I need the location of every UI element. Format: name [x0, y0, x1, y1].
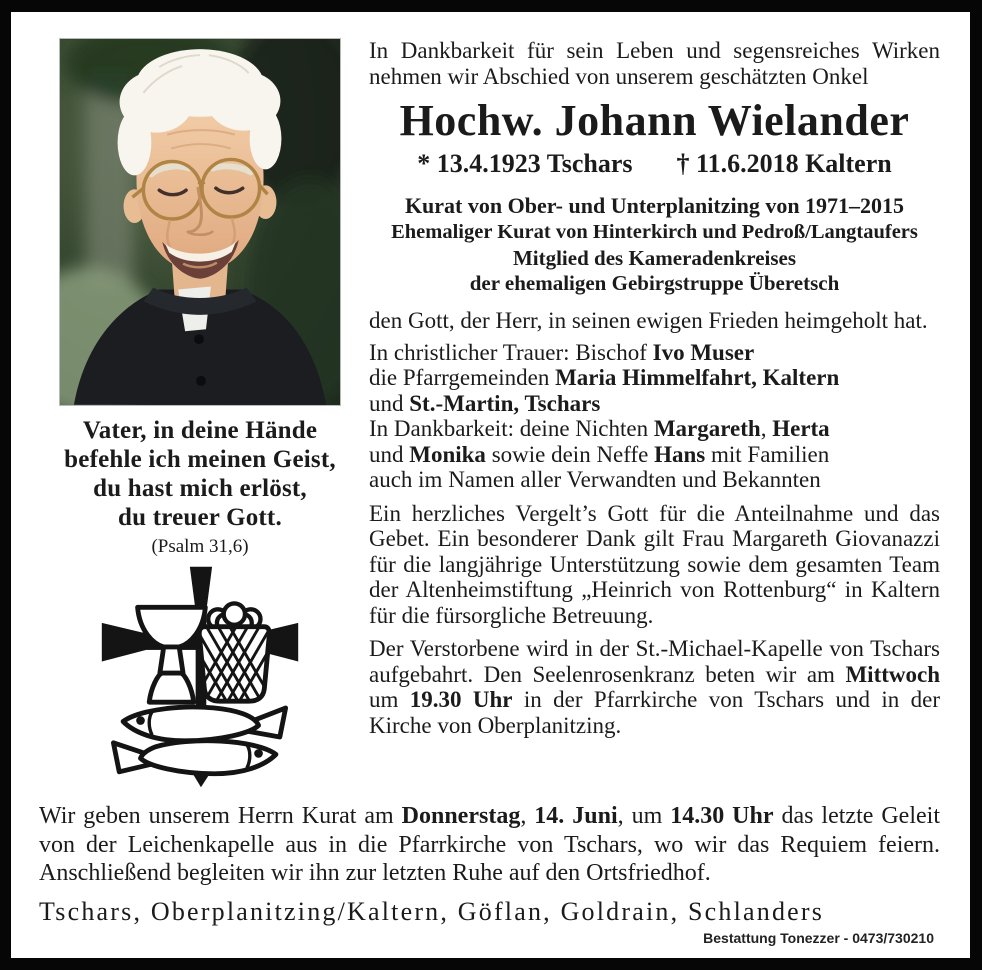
- title-line: Ehemaliger Kurat von Hinterkirch und Pedroß/Langtaufers: [391, 221, 918, 243]
- life-dates: [369, 149, 940, 178]
- towns-line: Tschars, Oberplanitzing/Kaltern, Göflan, Goldrain, Schlanders: [39, 896, 825, 926]
- prayer-line: du treuer Gott.: [118, 504, 282, 531]
- mourner-line: In christlicher Trauer: Bischof Ivo Muser: [369, 339, 755, 365]
- deceased-name: Hochw. Johann Wielander: [399, 96, 910, 145]
- eucharist-cross-icon: [96, 564, 304, 790]
- psalm-reference: (Psalm 31,6): [151, 536, 249, 557]
- right-column: [361, 36, 940, 796]
- thanks-text: Ein herzliches Vergelt’s Gott für die Anteilnahme und das Gebet. Ein besonderer Dank gilt Frau Margareth Giovanazzi für die langjährige Unterstützung sowie dem gesamten Team der Altenheimstiftung „Heinrich von Rottenburg“ in Kaltern für die fürsorgliche Betreuung.: [369, 500, 940, 628]
- left-column: [39, 36, 361, 796]
- mourner-line: die Pfarrgemeinden Maria Himmelfahrt, Kaltern: [369, 365, 840, 390]
- obituary-notice: [11, 12, 970, 958]
- title-line: der ehemaligen Gebirgstruppe Überetsch: [469, 271, 840, 295]
- death-date: † 11.6.2018 Kaltern: [676, 149, 892, 178]
- clerical-titles: [369, 192, 940, 296]
- closing-text: den Gott, der Herr, in seinen ewigen Frieden heimgeholt hat.: [369, 308, 928, 333]
- title-line: Kurat von Ober- und Unterplanitzing von 1971–2015: [404, 193, 905, 218]
- intro-text: In Dankbarkeit für sein Leben und segensreiches Wirken nehmen wir Abschied von unserem geschätzten Onkel: [369, 38, 940, 89]
- mourner-line: und Monika sowie dein Neffe Hans mit Familien: [369, 441, 830, 467]
- prayer-text: [64, 416, 336, 532]
- prayer-line: du hast mich erlöst,: [93, 475, 307, 502]
- mourner-line: und St.-Martin, Tschars: [369, 390, 601, 416]
- mourner-line: auch im Namen aller Verwandten und Bekannten: [369, 467, 821, 492]
- main-content: [39, 36, 940, 796]
- undertaker-contact: Bestattung Tonezzer - 0473/730210: [703, 929, 934, 946]
- wake-info-text: Der Verstorbene wird in der St.-Michael-Kapelle von Tschars aufgebahrt. Den Seelenrosenkranz beten wir am Mittwoch um 19.30 Uhr in der Pfarrkirche von Tschars und in der Kirche von Oberplanitzing.: [369, 636, 940, 738]
- birth-date: * 13.4.1923 Tschars: [417, 149, 633, 178]
- mourner-line: In Dankbarkeit: deine Nichten Margareth, Herta: [369, 416, 830, 441]
- funeral-info-text: Wir geben unserem Herrn Kurat am Donnerstag, 14. Juni, um 14.30 Uhr das letzte Geleit von der Leichenkapelle aus in die Pfarrkirche von Tschars, wo wir das Requiem feiern. Anschließend begleiten wir ihn zur letzten Ruhe auf den Ortsfriedhof.: [39, 803, 940, 886]
- mourners-list: [369, 340, 940, 493]
- prayer-line: befehle ich meinen Geist,: [64, 446, 336, 473]
- title-line: Mitglied des Kameradenkreises: [512, 246, 797, 270]
- prayer-line: Vater, in deine Hände: [82, 417, 318, 444]
- priest-portrait-photo: [59, 38, 341, 406]
